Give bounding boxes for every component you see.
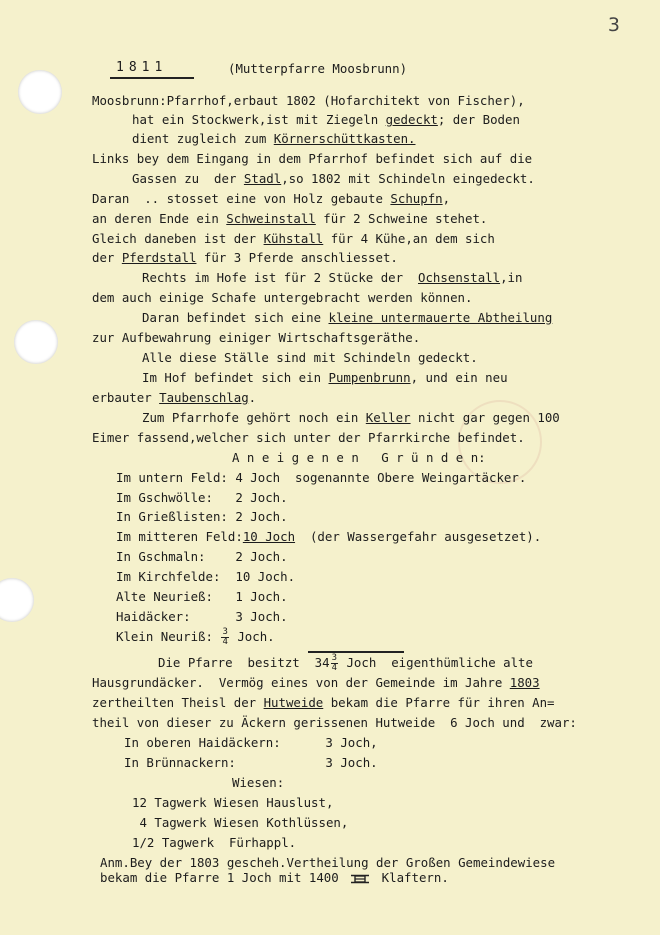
text-segment: Eimer fassend,welcher sich unter der Pfarrkirche befindet. bbox=[92, 430, 525, 445]
text-segment: Im mitteren Feld: bbox=[116, 529, 243, 544]
fraction bbox=[221, 628, 228, 647]
text-line-23 bbox=[116, 530, 541, 544]
underlined-term: 10 Joch bbox=[242, 529, 296, 544]
text-segment: Gleich daneben ist der bbox=[92, 231, 264, 246]
text-segment: Daran befindet sich eine bbox=[142, 310, 329, 325]
text-segment: Klein Neuriß: bbox=[116, 629, 221, 644]
fraction bbox=[331, 654, 338, 673]
header-year-underline bbox=[110, 77, 194, 79]
page-number: 3 bbox=[607, 14, 620, 36]
text-line-27 bbox=[116, 610, 288, 624]
text-segment: Haidäcker: 3 Joch. bbox=[116, 609, 288, 624]
text-line-39 bbox=[100, 856, 555, 870]
text-segment: zertheilten Theisl der bbox=[92, 695, 264, 710]
text-segment: theil von dieser zu Äckern gerissenen Hutweide 6 Joch und zwar: bbox=[92, 715, 577, 730]
punch-hole-top bbox=[18, 70, 62, 114]
text-segment: A n e i g e n e n G r ü n d e n: bbox=[232, 450, 486, 465]
text-segment: Anm.Bey der 1803 gescheh.Vertheilung der Großen Gemeindewiese bbox=[100, 855, 556, 870]
text-line-19 bbox=[232, 451, 486, 465]
text-segment: Moosbrunn:Pfarrhof,erbaut 1802 (Hofarchitekt von Fischer), bbox=[92, 93, 525, 108]
klafter-symbol-icon bbox=[350, 874, 370, 884]
underlined-term: Pumpenbrunn bbox=[328, 370, 411, 385]
text-segment: . bbox=[248, 390, 257, 405]
text-segment: Daran .. stosset eine von Holz gebaute bbox=[92, 191, 391, 206]
text-line-20 bbox=[116, 471, 526, 485]
text-segment: , bbox=[442, 191, 451, 206]
underlined-term: Pferdstall bbox=[121, 250, 197, 265]
text-line-13 bbox=[92, 331, 420, 345]
underlined-term: Hutweide bbox=[263, 695, 324, 710]
header-subtitle: (Mutterpfarre Moosbrunn) bbox=[228, 61, 408, 76]
text-line-25 bbox=[116, 570, 295, 584]
text-segment: 4 Tagwerk Wiesen Kothlüssen, bbox=[132, 815, 349, 830]
text-segment: dem auch einige Schafe untergebracht werden können. bbox=[92, 290, 473, 305]
fraction-denominator: 4 bbox=[222, 637, 228, 647]
header-year: 1811 bbox=[116, 60, 168, 75]
text-line-11 bbox=[92, 291, 472, 305]
text-segment: In oberen Haidäckern: 3 Joch, bbox=[124, 735, 378, 750]
text-line-15 bbox=[142, 371, 508, 385]
text-segment: Wiesen: bbox=[232, 775, 285, 790]
text-segment: bekam die Pfarre für ihren An= bbox=[323, 695, 555, 710]
text-line-21 bbox=[116, 491, 288, 505]
text-line-28 bbox=[116, 628, 275, 647]
text-segment: Klaftern. bbox=[374, 870, 449, 885]
text-segment: Alte Neurieß: 1 Joch. bbox=[116, 589, 288, 604]
punch-hole-middle bbox=[14, 320, 58, 364]
underlined-term: Körnerschüttkasten. bbox=[273, 131, 416, 146]
text-line-38 bbox=[132, 836, 296, 850]
text-line-40 bbox=[100, 871, 449, 885]
fraction-numerator: 3 bbox=[222, 627, 228, 637]
text-segment: Gassen zu der bbox=[132, 171, 244, 186]
text-line-3 bbox=[132, 132, 416, 146]
text-segment: Im Hof befindet sich ein bbox=[142, 370, 329, 385]
text-line-4 bbox=[92, 152, 532, 166]
text-segment: , und ein neu bbox=[410, 370, 508, 385]
text-line-34 bbox=[124, 756, 378, 770]
text-segment: für 4 Kühe,an dem sich bbox=[323, 231, 495, 246]
text-line-14 bbox=[142, 351, 478, 365]
text-segment: hat ein Stockwerk,ist mit Ziegeln bbox=[132, 112, 386, 127]
underlined-term: Schupfn bbox=[390, 191, 443, 206]
text-line-36 bbox=[132, 796, 333, 810]
text-segment: für 2 Schweine stehet. bbox=[315, 211, 488, 226]
text-segment: Joch. bbox=[229, 629, 275, 644]
text-line-7 bbox=[92, 212, 487, 226]
text-line-33 bbox=[124, 736, 378, 750]
text-segment: dient zugleich zum bbox=[132, 131, 274, 146]
text-segment: Alle diese Ställe sind mit Schindeln gedeckt. bbox=[142, 350, 478, 365]
text-line-26 bbox=[116, 590, 288, 604]
underlined-term: Keller bbox=[365, 410, 411, 425]
text-line-22 bbox=[116, 510, 288, 524]
text-segment: ,so 1802 mit Schindeln eingedeckt. bbox=[281, 171, 535, 186]
text-line-5 bbox=[132, 172, 535, 186]
underlined-term: 1803 bbox=[509, 675, 540, 690]
text-segment: In Gschmaln: 2 Joch. bbox=[116, 549, 288, 564]
text-segment: für 3 Pferde anschliesset. bbox=[196, 250, 398, 265]
text-segment: 1/2 Tagwerk Fürhappl. bbox=[132, 835, 297, 850]
text-segment: ; der Boden bbox=[437, 112, 520, 127]
text-line-29 bbox=[158, 654, 533, 673]
text-line-10 bbox=[142, 271, 522, 285]
underlined-term: Stadl bbox=[243, 171, 282, 186]
underlined-term: Ochsenstall bbox=[418, 270, 501, 285]
underlined-term: gedeckt bbox=[385, 112, 438, 127]
text-segment: Hausgrundäcker. Vermög eines von der Gemeinde im Jahre bbox=[92, 675, 510, 690]
text-segment: Rechts im Hofe ist für 2 Stücke der bbox=[142, 270, 419, 285]
text-segment: Zum Pfarrhofe gehört noch ein bbox=[142, 410, 366, 425]
text-segment: bekam die Pfarre 1 Joch mit 1400 bbox=[100, 870, 347, 885]
text-segment: zur Aufbewahrung einiger Wirtschaftsgeräthe. bbox=[92, 330, 421, 345]
text-segment: In Grießlisten: 2 Joch. bbox=[116, 509, 288, 524]
text-segment: an deren Ende ein bbox=[92, 211, 227, 226]
text-segment: Die Pfarre besitzt 34 bbox=[158, 655, 330, 670]
text-line-17 bbox=[142, 411, 560, 425]
text-line-32 bbox=[92, 716, 577, 730]
text-line-35 bbox=[232, 776, 284, 790]
text-line-18 bbox=[92, 431, 525, 445]
underlined-term: Kühstall bbox=[263, 231, 324, 246]
text-line-12 bbox=[142, 311, 552, 325]
text-line-30 bbox=[92, 676, 540, 690]
text-segment: 12 Tagwerk Wiesen Hauslust, bbox=[132, 795, 334, 810]
underlined-term: Schweinstall bbox=[226, 211, 316, 226]
sum-underline bbox=[308, 651, 404, 653]
fraction-numerator: 3 bbox=[331, 653, 337, 663]
underlined-term: kleine untermauerte Abtheilung bbox=[328, 310, 553, 325]
text-line-24 bbox=[116, 550, 288, 564]
text-segment: nicht gar gegen 100 bbox=[410, 410, 560, 425]
text-segment: erbauter bbox=[92, 390, 160, 405]
text-line-31 bbox=[92, 696, 555, 710]
text-line-8 bbox=[92, 232, 495, 246]
text-line-2 bbox=[132, 113, 520, 127]
text-line-6 bbox=[92, 192, 450, 206]
text-segment: Joch eigenthümliche alte bbox=[339, 655, 533, 670]
text-line-9 bbox=[92, 251, 398, 265]
text-segment: (der Wassergefahr ausgesetzet). bbox=[295, 529, 542, 544]
text-segment: der bbox=[92, 250, 122, 265]
text-segment: Links bey dem Eingang in dem Pfarrhof befindet sich auf die bbox=[92, 151, 533, 166]
underlined-term: Taubenschlag bbox=[159, 390, 249, 405]
fraction-denominator: 4 bbox=[331, 663, 337, 673]
punch-hole-bottom bbox=[0, 578, 34, 622]
text-segment: Im untern Feld: 4 Joch sogenannte Obere Weingartäcker. bbox=[116, 470, 527, 485]
text-segment: ,in bbox=[500, 270, 523, 285]
text-segment: In Brünnackern: 3 Joch. bbox=[124, 755, 378, 770]
text-line-37 bbox=[132, 816, 348, 830]
text-line-1 bbox=[92, 94, 525, 108]
text-segment: Im Gschwölle: 2 Joch. bbox=[116, 490, 288, 505]
text-segment: Im Kirchfelde: 10 Joch. bbox=[116, 569, 296, 584]
text-line-16 bbox=[92, 391, 256, 405]
